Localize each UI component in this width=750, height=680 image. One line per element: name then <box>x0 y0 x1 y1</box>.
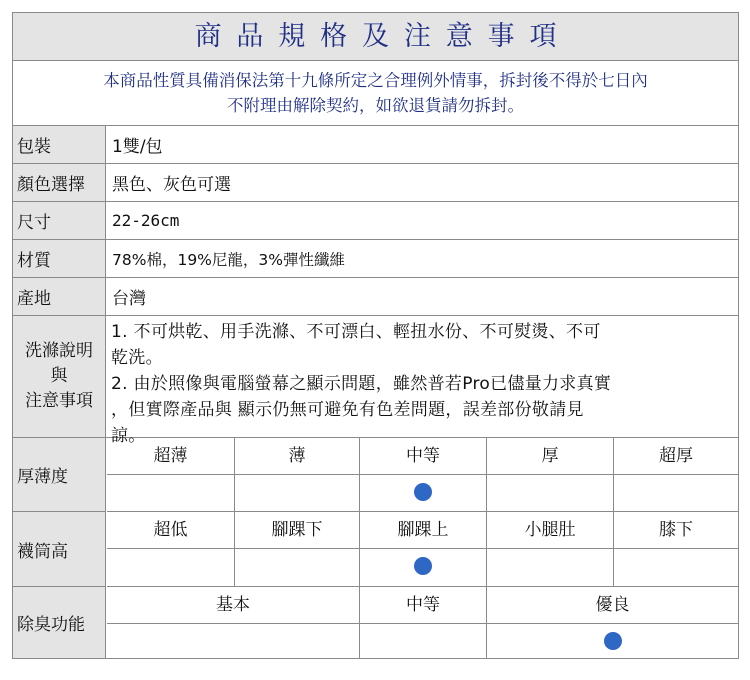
height-option-label: 腳踝下 <box>235 512 360 549</box>
spec-label: 包裝 <box>13 126 106 163</box>
wash-instructions <box>107 316 738 446</box>
spec-label: 顏色選擇 <box>13 164 106 201</box>
height-option-cell <box>360 549 487 587</box>
spec-label <box>13 316 106 437</box>
notice-line: 本商品性質具備消保法第十九條所定之合理例外情事，拆封後不得於七日內 <box>103 71 648 90</box>
thickness-option-cell <box>487 475 614 512</box>
height-option-cell <box>107 549 235 587</box>
deodorant-option-cell <box>487 624 738 658</box>
height-option-cell <box>487 549 614 587</box>
title-char: 事 <box>487 21 530 52</box>
height-option-label: 膝下 <box>614 512 738 549</box>
page-title <box>13 13 738 61</box>
deodorant-option-label: 中等 <box>360 587 487 624</box>
spec-label: 產地 <box>13 278 106 315</box>
thickness-option-cell <box>360 475 487 512</box>
wash-label-line: 洗滌說明 <box>25 341 93 361</box>
deodorant-option-cell <box>360 624 487 658</box>
spec-row-washing <box>13 316 738 446</box>
spec-value: 黑色、灰色可選 <box>112 175 231 195</box>
spec-label: 材質 <box>13 240 106 277</box>
height-option-label: 小腿肚 <box>487 512 614 549</box>
spec-row-color <box>13 164 738 202</box>
spec-row-material <box>13 240 738 278</box>
thickness-option-cell <box>235 475 360 512</box>
deodorant-option-cell <box>107 624 360 658</box>
thickness-option-cell <box>614 475 738 512</box>
wash-label-line: 與 <box>50 366 68 386</box>
title-char: 注 <box>403 21 446 52</box>
selected-dot-icon <box>604 632 622 650</box>
selected-dot-icon <box>414 557 432 575</box>
rating-label-deodorant: 除臭功能 <box>13 587 106 658</box>
spec-label: 尺寸 <box>13 202 106 239</box>
height-option-cell <box>235 549 360 587</box>
wash-line: 乾洗。 <box>111 348 163 368</box>
height-option-label: 超低 <box>107 512 235 549</box>
title-char: 商 <box>194 21 237 52</box>
thickness-option-label: 超厚 <box>614 438 738 475</box>
thickness-option-label: 薄 <box>235 438 360 475</box>
spec-row-origin <box>13 278 738 316</box>
title-char: 及 <box>362 21 404 52</box>
thickness-option-label: 厚 <box>487 438 614 475</box>
wash-line: 1. 不可烘乾、用手洗滌、不可漂白、輕扭水份、不可熨燙、不可 <box>111 322 601 342</box>
thickness-option-cell <box>107 475 235 512</box>
title-char: 品 <box>236 21 279 52</box>
title-char: 意 <box>445 21 488 52</box>
spec-value: 22-26cm <box>112 211 180 230</box>
spec-sheet <box>12 12 739 659</box>
spec-value: 1雙/包 <box>112 137 163 157</box>
notice-line: 不附理由解除契約，如欲退貨請勿拆封。 <box>227 96 524 115</box>
thickness-option-label: 超薄 <box>107 438 235 475</box>
spec-value: 台灣 <box>112 289 146 309</box>
title-char: 格 <box>320 21 362 52</box>
wash-line: ，但實際產品與 顯示仍無可避免有色差問題，誤差部份敬請見 <box>111 400 584 420</box>
rating-label-height: 襪筒高 <box>13 512 106 587</box>
spec-row-size <box>13 202 738 240</box>
return-policy-notice <box>13 61 738 126</box>
thickness-option-label: 中等 <box>360 438 487 475</box>
deodorant-option-label: 基本 <box>107 587 360 624</box>
height-option-cell <box>614 549 738 587</box>
title-char: 規 <box>278 21 321 52</box>
rating-label-thickness: 厚薄度 <box>13 438 106 512</box>
title-char: 項 <box>529 21 557 52</box>
height-option-label: 腳踝上 <box>360 512 487 549</box>
spec-value: 78%棉，19%尼龍，3%彈性纖維 <box>112 250 345 269</box>
wash-line: 2. 由於照像與電腦螢幕之顯示問題，雖然普若Pro已儘量力求真實 <box>111 374 612 394</box>
selected-dot-icon <box>414 483 432 501</box>
wash-label-line: 注意事項 <box>25 391 93 411</box>
spec-row-packaging <box>13 126 738 164</box>
deodorant-option-label: 優良 <box>487 587 738 624</box>
wash-line: 諒。 <box>111 426 146 446</box>
